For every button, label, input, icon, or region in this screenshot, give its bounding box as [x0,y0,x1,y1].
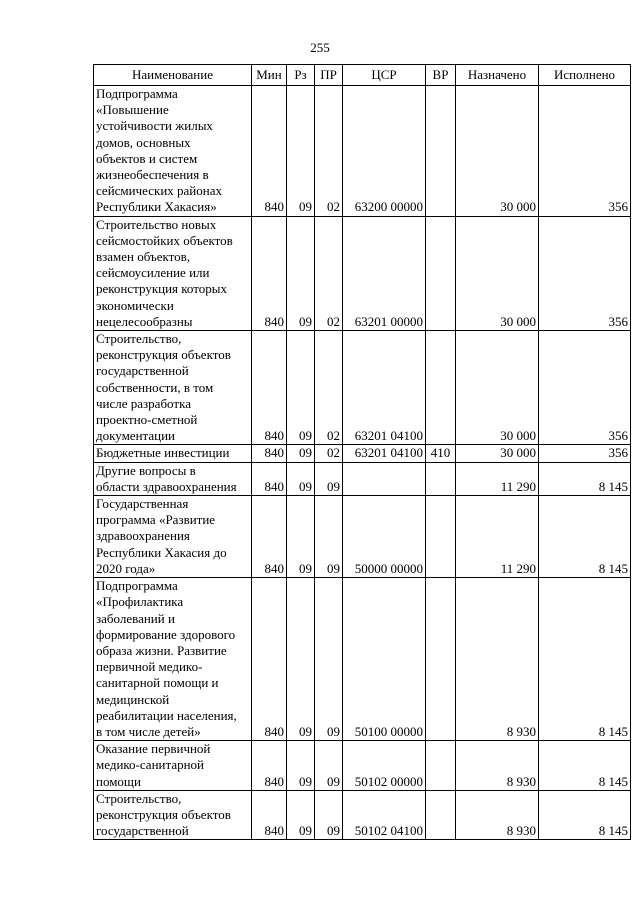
cell-assigned: 30 000 [456,216,539,330]
cell-rz: 09 [287,216,315,330]
column-header-csr: ЦСР [343,65,426,86]
table-row [94,790,631,840]
cell-pr: 09 [315,578,343,741]
cell-name: Оказание первичной медико-санитарной помощи [94,741,252,791]
cell-rz: 09 [287,790,315,840]
cell-csr: 50000 00000 [343,496,426,578]
cell-name: Другие вопросы в области здравоохранения [94,462,252,495]
cell-assigned: 8 930 [456,790,539,840]
cell-min: 840 [252,331,287,445]
cell-name: Строительство, реконструкция объектов государственной собственности, в том числе разработка проектно-сметной документации [94,331,252,445]
cell-name: Бюджетные инвестиции [94,445,252,462]
budget-table [93,64,631,840]
cell-rz: 09 [287,741,315,791]
cell-pr: 02 [315,331,343,445]
cell-executed: 8 145 [539,462,631,495]
cell-executed: 8 145 [539,578,631,741]
cell-vr [426,462,456,495]
column-header-pr: ПР [315,65,343,86]
cell-vr [426,496,456,578]
table-row [94,496,631,578]
cell-name: Строительство новых сейсмостойких объектов взамен объектов, сейсмоусиление или реконструкция которых экономически нецелесообразны [94,216,252,330]
cell-vr [426,331,456,445]
cell-min: 840 [252,462,287,495]
table-row [94,578,631,741]
cell-min: 840 [252,790,287,840]
table-row [94,331,631,445]
cell-vr [426,790,456,840]
cell-assigned: 8 930 [456,578,539,741]
table-row [94,462,631,495]
cell-assigned: 11 290 [456,496,539,578]
cell-min: 840 [252,445,287,462]
cell-csr: 50102 00000 [343,741,426,791]
cell-assigned: 8 930 [456,741,539,791]
column-header-rz: Рз [287,65,315,86]
cell-min: 840 [252,86,287,217]
cell-rz: 09 [287,496,315,578]
cell-executed: 356 [539,86,631,217]
cell-assigned: 30 000 [456,445,539,462]
cell-pr: 02 [315,86,343,217]
table-row [94,86,631,217]
cell-executed: 8 145 [539,496,631,578]
cell-rz: 09 [287,331,315,445]
cell-pr: 09 [315,790,343,840]
cell-vr [426,578,456,741]
cell-min: 840 [252,578,287,741]
cell-min: 840 [252,496,287,578]
column-header-name: Наименование [94,65,252,86]
cell-assigned: 30 000 [456,86,539,217]
cell-csr: 63201 00000 [343,216,426,330]
cell-csr [343,462,426,495]
cell-executed: 8 145 [539,741,631,791]
cell-min: 840 [252,741,287,791]
column-header-vr: ВР [426,65,456,86]
cell-name: Государственная программа «Развитие здравоохранения Республики Хакасия до 2020 года» [94,496,252,578]
cell-csr: 63201 04100 [343,331,426,445]
table-header-row [94,65,631,86]
cell-pr: 09 [315,462,343,495]
cell-csr: 63201 04100 [343,445,426,462]
page-number: 255 [310,40,330,55]
table-row [94,741,631,791]
cell-pr: 02 [315,445,343,462]
cell-rz: 09 [287,462,315,495]
cell-vr: 410 [426,445,456,462]
cell-csr: 63200 00000 [343,86,426,217]
cell-executed: 8 145 [539,790,631,840]
cell-csr: 50100 00000 [343,578,426,741]
cell-executed: 356 [539,331,631,445]
table-row [94,445,631,462]
cell-executed: 356 [539,216,631,330]
cell-pr: 09 [315,496,343,578]
cell-name: Подпрограмма «Профилактика заболеваний и формирование здорового образа жизни. Развитие первичной медико- санитарной помощи и медицинской реабилитации населения, в том числе детей» [94,578,252,741]
cell-vr [426,216,456,330]
cell-assigned: 30 000 [456,331,539,445]
table-row [94,216,631,330]
cell-assigned: 11 290 [456,462,539,495]
cell-executed: 356 [539,445,631,462]
cell-pr: 09 [315,741,343,791]
cell-rz: 09 [287,578,315,741]
column-header-executed: Исполнено [539,65,631,86]
cell-name: Строительство, реконструкция объектов государственной [94,790,252,840]
cell-pr: 02 [315,216,343,330]
cell-rz: 09 [287,86,315,217]
cell-min: 840 [252,216,287,330]
cell-rz: 09 [287,445,315,462]
cell-name: Подпрограмма «Повышение устойчивости жилых домов, основных объектов и систем жизнеобеспечения в сейсмических районах Республики Хакасия» [94,86,252,217]
cell-vr [426,86,456,217]
cell-csr: 50102 04100 [343,790,426,840]
column-header-assigned: Назначено [456,65,539,86]
cell-vr [426,741,456,791]
column-header-min: Мин [252,65,287,86]
